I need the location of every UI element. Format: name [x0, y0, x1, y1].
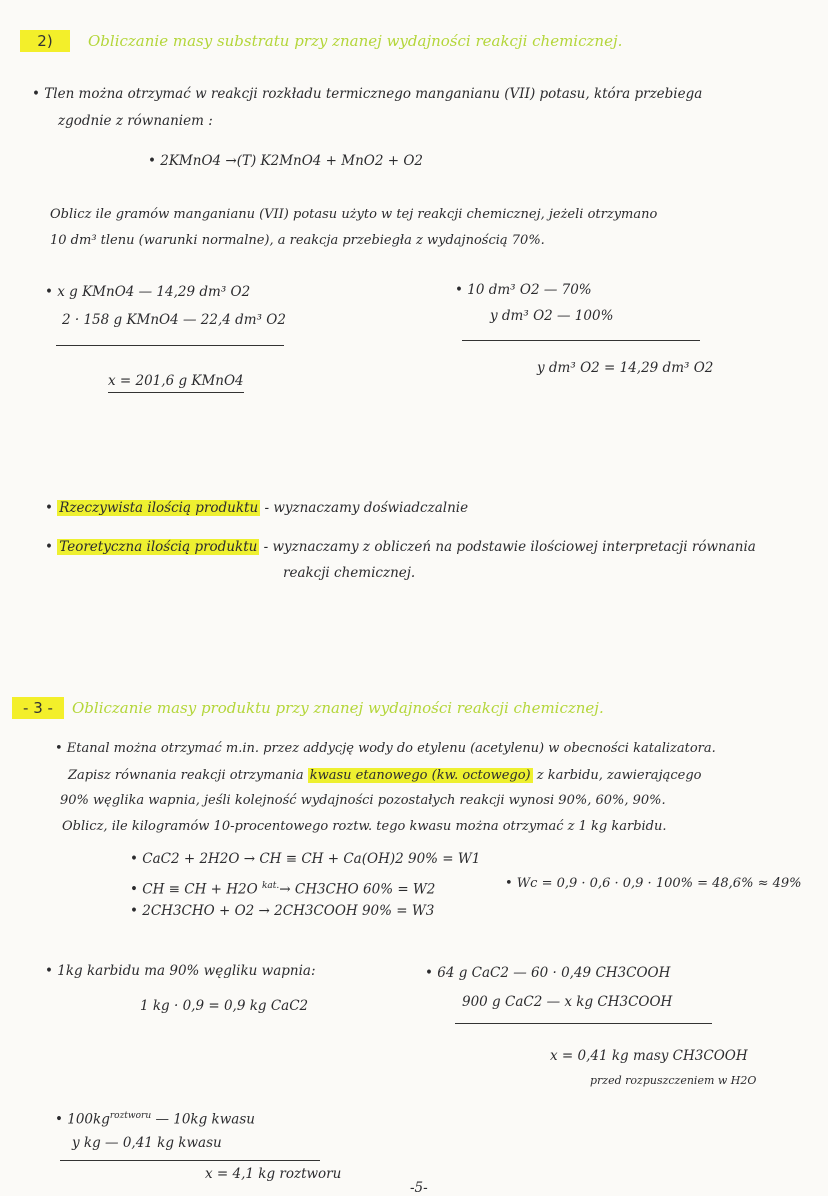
- proportion-row: • x g KMnO4 — 14,29 dm³ O2: [45, 284, 251, 300]
- definition-text: reakcji chemicznej.: [283, 565, 416, 581]
- task-text: 90% węglika wapnia, jeśli kolejność wydajności pozostałych reakcji wynosi 90%, 60%, 90%.: [60, 793, 666, 808]
- catalyst-label: kat.: [261, 881, 280, 891]
- task-text: • Etanal można otrzymać m.in. przez addycję wody do etylenu (acetylenu) w obecności katalizatora.: [55, 741, 716, 756]
- proportion-row: y dm³ O2 — 100%: [490, 308, 614, 324]
- section-title: Obliczanie masy substratu przy znanej wydajności reakcji chemicznej.: [88, 32, 623, 50]
- equation: • 2CH3CHO + O2 → 2CH3COOH 90% = W3: [130, 903, 435, 919]
- section-number-badge: 2): [20, 30, 70, 52]
- task-text: zgodnie z równaniem :: [58, 113, 213, 129]
- question-text: 10 dm³ tlenu (warunki normalne), a reakcja przebiegła z wydajnością 70%.: [50, 233, 545, 248]
- definition: • Rzeczywista ilością produktu - wyznaczamy doświadczalnie: [45, 500, 469, 516]
- calc-text: 1 kg · 0,9 = 0,9 kg CaC2: [140, 998, 309, 1014]
- definition-term: Rzeczywista ilością produktu: [59, 500, 259, 516]
- page-number: -5-: [410, 1180, 428, 1196]
- yield-calc: • Wc = 0,9 · 0,6 · 0,9 · 100% = 48,6% ≈ 49%: [505, 876, 802, 891]
- highlight: kwasu etanowego (kw. octowego): [309, 768, 531, 783]
- definition-text: - wyznaczamy doświadczalnie: [260, 500, 469, 516]
- equation: • 2KMnO4 →(T) K2MnO4 + MnO2 + O2: [148, 153, 424, 169]
- calc-text: • 1kg karbidu ma 90% węgliku wapnia:: [45, 963, 316, 979]
- text: z karbidu, zawierającego: [532, 768, 702, 783]
- divider: [462, 340, 700, 341]
- divider: [455, 1023, 712, 1024]
- divider: [56, 345, 284, 346]
- result-note: przed rozpuszczeniem w H2O: [590, 1074, 757, 1087]
- result: x = 0,41 kg masy CH3COOH: [550, 1048, 748, 1064]
- text: • 100kg: [55, 1111, 110, 1128]
- section-number-badge: - 3 -: [12, 697, 64, 719]
- proportion-row: [55, 1108, 255, 1128]
- task-text: [68, 768, 701, 784]
- question-text: Oblicz ile gramów manganianu (VII) potasu użyto w tej reakcji chemicznej, jeżeli otrzymano: [50, 207, 658, 222]
- proportion-row: 900 g CaC2 — x kg CH3COOH: [462, 994, 673, 1010]
- task-text: • Tlen można otrzymać w reakcji rozkładu termicznego manganianu (VII) potasu, która przebiega: [32, 86, 703, 102]
- task-text: Oblicz, ile kilogramów 10-procentowego roztw. tego kwasu można otrzymać z 1 kg karbidu.: [62, 819, 667, 834]
- result: x = 201,6 g KMnO4: [108, 373, 244, 393]
- text: → CH3CHO 60% = W2: [279, 881, 436, 898]
- result: x = 4,1 kg roztworu: [205, 1166, 342, 1182]
- result: y dm³ O2 = 14,29 dm³ O2: [537, 360, 714, 376]
- definition-text: - wyznaczamy z obliczeń na podstawie ilościowej interpretacji równania: [259, 539, 756, 555]
- section-title: Obliczanie masy produktu przy znanej wydajności reakcji chemicznej.: [72, 699, 604, 717]
- proportion-row: • 10 dm³ O2 — 70%: [455, 282, 592, 298]
- definition: • Teoretyczna ilością produktu - wyznaczamy z obliczeń na podstawie ilościowej interpretacji równania: [45, 539, 756, 555]
- text: — 10kg kwasu: [151, 1111, 255, 1128]
- equation: • CaC2 + 2H2O → CH ≡ CH + Ca(OH)2 90% = W1: [130, 851, 481, 867]
- text: • CH ≡ CH + H2O: [130, 881, 262, 898]
- definition-term: Teoretyczna ilością produktu: [59, 539, 258, 555]
- superscript: roztworu: [109, 1111, 152, 1121]
- proportion-row: y kg — 0,41 kg kwasu: [72, 1135, 222, 1151]
- proportion-row: • 64 g CaC2 — 60 · 0,49 CH3COOH: [425, 965, 671, 981]
- text: Zapisz równania reakcji otrzymania: [68, 768, 308, 783]
- proportion-row: 2 · 158 g KMnO4 — 22,4 dm³ O2: [62, 312, 286, 328]
- equation: [130, 878, 435, 898]
- divider: [60, 1160, 320, 1161]
